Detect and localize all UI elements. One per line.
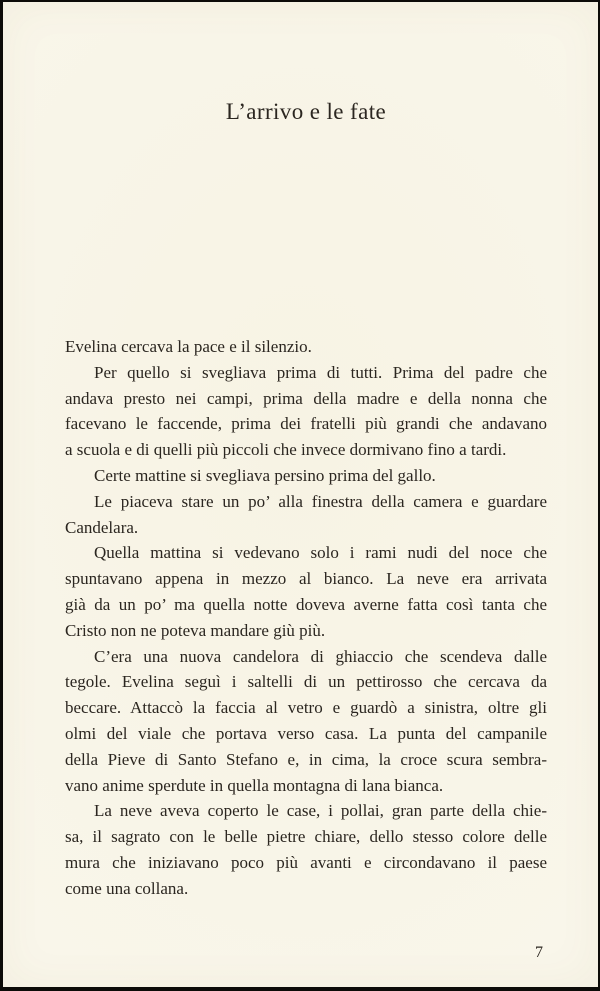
text-line: facevano le faccende, prima dei fratelli più grandi che andavano — [65, 414, 547, 434]
chapter-title: L’arrivo e le fate — [225, 99, 387, 124]
text-line: vano anime sperdute in quella montagna di lana bianca. — [65, 775, 444, 795]
text-line: già da un po’ ma quella notte doveva averne fatta così tanta che — [65, 594, 547, 614]
text-line: Candelara. — [65, 517, 139, 537]
text-line: Certe mattine si svegliava persino prima del gallo. — [94, 465, 436, 485]
text-line: spuntavano appena in mezzo al bianco. La neve era arrivata — [65, 569, 547, 589]
text-line: olmi del viale che portava verso casa. La punta del campanile — [65, 723, 547, 743]
text-line: andava presto nei campi, prima della madre e della nonna che — [65, 388, 547, 408]
page-number: 7 — [535, 944, 543, 961]
text-line: Le piaceva stare un po’ alla finestra della camera e guardare — [94, 491, 547, 511]
text-line: La neve aveva coperto le case, i pollai, gran parte della chie- — [94, 801, 547, 821]
text-line: della Pieve di Santo Stefano e, in cima, la croce scura sembra- — [65, 749, 547, 769]
text-line: Quella mattina si vedevano solo i rami nudi del noce che — [94, 543, 547, 563]
text-line: C’era una nuova candelora di ghiaccio che scendeva dalle — [94, 646, 547, 666]
text-line: beccare. Attaccò la faccia al vetro e guardò a sinistra, oltre gli — [65, 698, 547, 718]
text-line: Per quello si svegliava prima di tutti. Prima del padre che — [94, 362, 547, 382]
body-text — [65, 334, 547, 902]
text-line: mura che iniziavano poco più avanti e circondavano il paese — [65, 852, 547, 872]
text-line: sa, il sagrato con le belle pietre chiare, dello stesso colore delle — [65, 827, 547, 847]
text-line: tegole. Evelina seguì i saltelli di un pettirosso che cercava da — [65, 672, 547, 692]
text-line: come una collana. — [65, 878, 189, 898]
text-line: Evelina cercava la pace e il silenzio. — [65, 337, 312, 356]
text-line: a scuola e di quelli più piccoli che invece dormivano fino a tardi. — [65, 440, 507, 460]
text-line: Cristo non ne poteva mandare giù più. — [65, 620, 326, 640]
